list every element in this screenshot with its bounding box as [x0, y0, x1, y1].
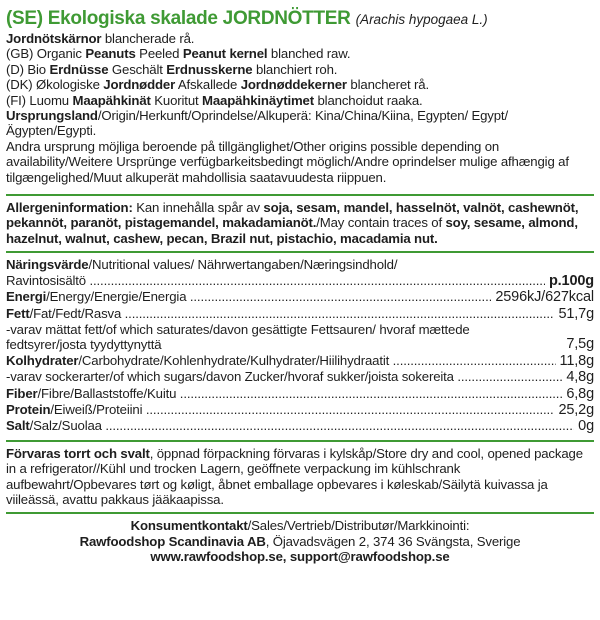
allergen-text2: /May contain traces of: [316, 215, 446, 231]
divider: [6, 440, 594, 442]
nutrition-row-protein: [6, 402, 594, 418]
nutrition-row-saturates: [6, 322, 594, 353]
nutrition-header: [6, 257, 594, 272]
name-fi-bold2: Maapähkinäytimet: [202, 92, 314, 108]
origin-note: Andra ursprung möjliga beroende på tillgänglighet/Other origins possible depending on availability/Weitere Ursprünge verfügbarkeitsbedingt möglich/Andre oprindelser mulige afhængig af tilgængelighed/Muut alkuperät mahdollisia saatavuudesta riippuen.: [6, 138, 569, 185]
title-main: (SE) Ekologiska skalade JORDNÖTTER: [6, 8, 351, 29]
nutrition-per-value: p.100g: [548, 272, 594, 289]
nutrition-row-fat: [6, 306, 594, 322]
name-line-fi: [6, 93, 594, 108]
name-d-text1: Geschält: [108, 61, 167, 77]
nutrition-row-carbohydrate: [6, 353, 594, 369]
product-names: [6, 31, 594, 108]
name-gb-text2: blanched raw.: [267, 46, 351, 62]
nutrition-header-text2: Ravintosisältö .....: [6, 273, 545, 288]
nutrient-value: 4,8g: [566, 369, 594, 386]
allergen-list-sv: soja, sesam, mandel, hasselnöt, valnöt, cashewnöt, pekannöt, paranöt, pistagemandel, makadamianöt.: [6, 200, 579, 231]
name-gb-bold1: Peanuts: [85, 46, 136, 62]
website-link[interactable]: www.rawfoodshop.se: [150, 549, 283, 565]
nutrient-translations: /Carbohydrate/Kohlenhydrate/Kulhydrater/Hiilihydraatit: [78, 352, 390, 368]
origin-text: /Origin/Herkunft/Oprindelse/Alkuperä: Kina/China/Kiina, Egypten/ Egypt/Ägypten/Egypti.: [6, 108, 508, 139]
name-line-d: [6, 62, 594, 77]
storage-block: [6, 446, 594, 508]
name-dk-text2: blancheret rå.: [346, 77, 429, 93]
company-address: , Öjavadsvägen 2, 374 36 Svängsta, Sverige: [265, 533, 521, 549]
email-link[interactable]: support@rawfoodshop.se: [289, 549, 450, 565]
divider: [6, 194, 594, 196]
storage-label: Förvaras torrt och svalt: [6, 445, 150, 461]
nutrition-row-sugars: [6, 369, 594, 385]
nutrient-name: Fiber: [6, 385, 38, 401]
name-gb-prefix: (GB) Organic: [6, 46, 86, 62]
contact-address: [6, 534, 594, 549]
nutrition-row-fibre: [6, 386, 594, 402]
name-d-bold1: Erdnüsse: [49, 61, 109, 77]
nutrient-name: Salt: [6, 418, 30, 434]
name-d-prefix: (D) Bio: [6, 61, 50, 77]
nutrient-name: Energi: [6, 289, 47, 305]
contact-label: Konsumentkontakt: [130, 518, 248, 534]
contact-label-rest: /Sales/Vertrieb/Distributør/Markkinointi:: [247, 518, 470, 534]
name-dk-bold1: Jordnødder: [103, 77, 176, 93]
name-fi-text1: Kuoritut: [150, 92, 203, 108]
allergen-block: [6, 200, 594, 246]
origin-block: [6, 108, 594, 139]
name-dk-bold2: Jordnøddekerner: [240, 77, 347, 93]
allergen-label: Allergeninformation:: [6, 200, 133, 216]
title-latin-name: (Arachis hypogaea L.): [355, 12, 488, 27]
nutrient-value: 25,2g: [558, 401, 594, 418]
contact-separator: ,: [282, 549, 290, 565]
nutrient-value: 2596kJ/627kcal: [495, 289, 594, 306]
nutrient-translations: -varav mättat fett/of which saturates/davon gesättigte Fettsauren/ hvoraf mættede fedtsyrer/josta tyydyttynyttä: [6, 321, 470, 353]
nutrient-value: 6,8g: [566, 385, 594, 402]
name-line-gb: [6, 46, 594, 61]
nutrition-header-text: /Nutritional values/ Nährwertangaben/Næringsindhold/: [88, 257, 398, 273]
nutrition-row-energy: [6, 289, 594, 305]
name-se-bold: Jordnötskärnor: [6, 31, 102, 46]
name-fi-bold1: Maapähkinät: [72, 92, 151, 108]
nutrient-translations: /Energy/Energie/Energia: [46, 289, 187, 305]
nutrition-header-label: Näringsvärde: [6, 257, 89, 273]
nutrient-value: 51,7g: [558, 305, 594, 322]
nutrient-name: Kolhydrater: [6, 352, 79, 368]
storage-text: , öppnad förpackning förvaras i kylskåp/Store dry and cool, opened package in a refrigerator//Kühl und trocken Lagern, geöffnete verpackung im kühlschrank aufbewahrt/Opbevares tørt og køligt, åbnet emballage opbevares i køleskab/Säilytä kuivassa ja viileässä, avattu pakkaus jääkaapissa.: [6, 445, 583, 507]
nutrient-name: Fett: [6, 305, 30, 321]
allergen-text1: Kan innehålla spår av: [132, 200, 264, 216]
nutrient-translations: /Salz/Suolaa: [29, 418, 102, 434]
name-dk-prefix: (DK) Økologiske: [6, 77, 104, 93]
product-title: [6, 8, 594, 31]
nutrient-value: 11,8g: [559, 352, 594, 369]
divider: [6, 512, 594, 514]
name-gb-text1: Peeled: [135, 46, 183, 62]
name-line-dk: [6, 77, 594, 92]
nutrient-translations: /Fibre/Ballaststoffe/Kuitu: [37, 385, 177, 401]
divider: [6, 251, 594, 253]
allergen-list-en: soy, sesame, almond, hazelnut, walnut, cashew, pecan, Brazil nut, pistachio, macadamia nut.: [6, 215, 578, 246]
name-dk-text1: Afskallede: [175, 77, 241, 93]
contact-links: [6, 549, 594, 564]
nutrition-table: [6, 257, 594, 434]
origin-label: Ursprungsland: [6, 108, 98, 124]
nutrient-translations: /Eiweiß/Proteiini: [50, 401, 143, 417]
nutrition-per-row: [6, 273, 594, 289]
nutrient-name: Protein: [6, 401, 51, 417]
name-se-text: blancherade rå.: [101, 31, 195, 46]
nutrient-translations: -varav sockerarter/of which sugars/davon Zucker/hvoraf sukker/joista sokereita: [6, 369, 454, 385]
company-name: Rawfoodshop Scandinavia AB: [79, 533, 266, 549]
nutrient-value: 7,5g: [566, 336, 594, 353]
contact-header: [6, 518, 594, 533]
name-d-text2: blanchiert roh.: [252, 61, 338, 77]
nutrient-translations: /Fat/Fedt/Rasva: [29, 305, 122, 321]
contact-block: [6, 518, 594, 564]
nutrition-row-salt: [6, 418, 594, 434]
name-fi-text2: blanchoidut raaka.: [313, 92, 423, 108]
name-gb-bold2: Peanut kernel: [182, 46, 268, 62]
name-line-se: [6, 31, 594, 46]
nutrient-value: 0g: [578, 418, 594, 435]
name-d-bold2: Erdnusskerne: [166, 61, 253, 77]
name-fi-prefix: (FI) Luomu: [6, 92, 73, 108]
